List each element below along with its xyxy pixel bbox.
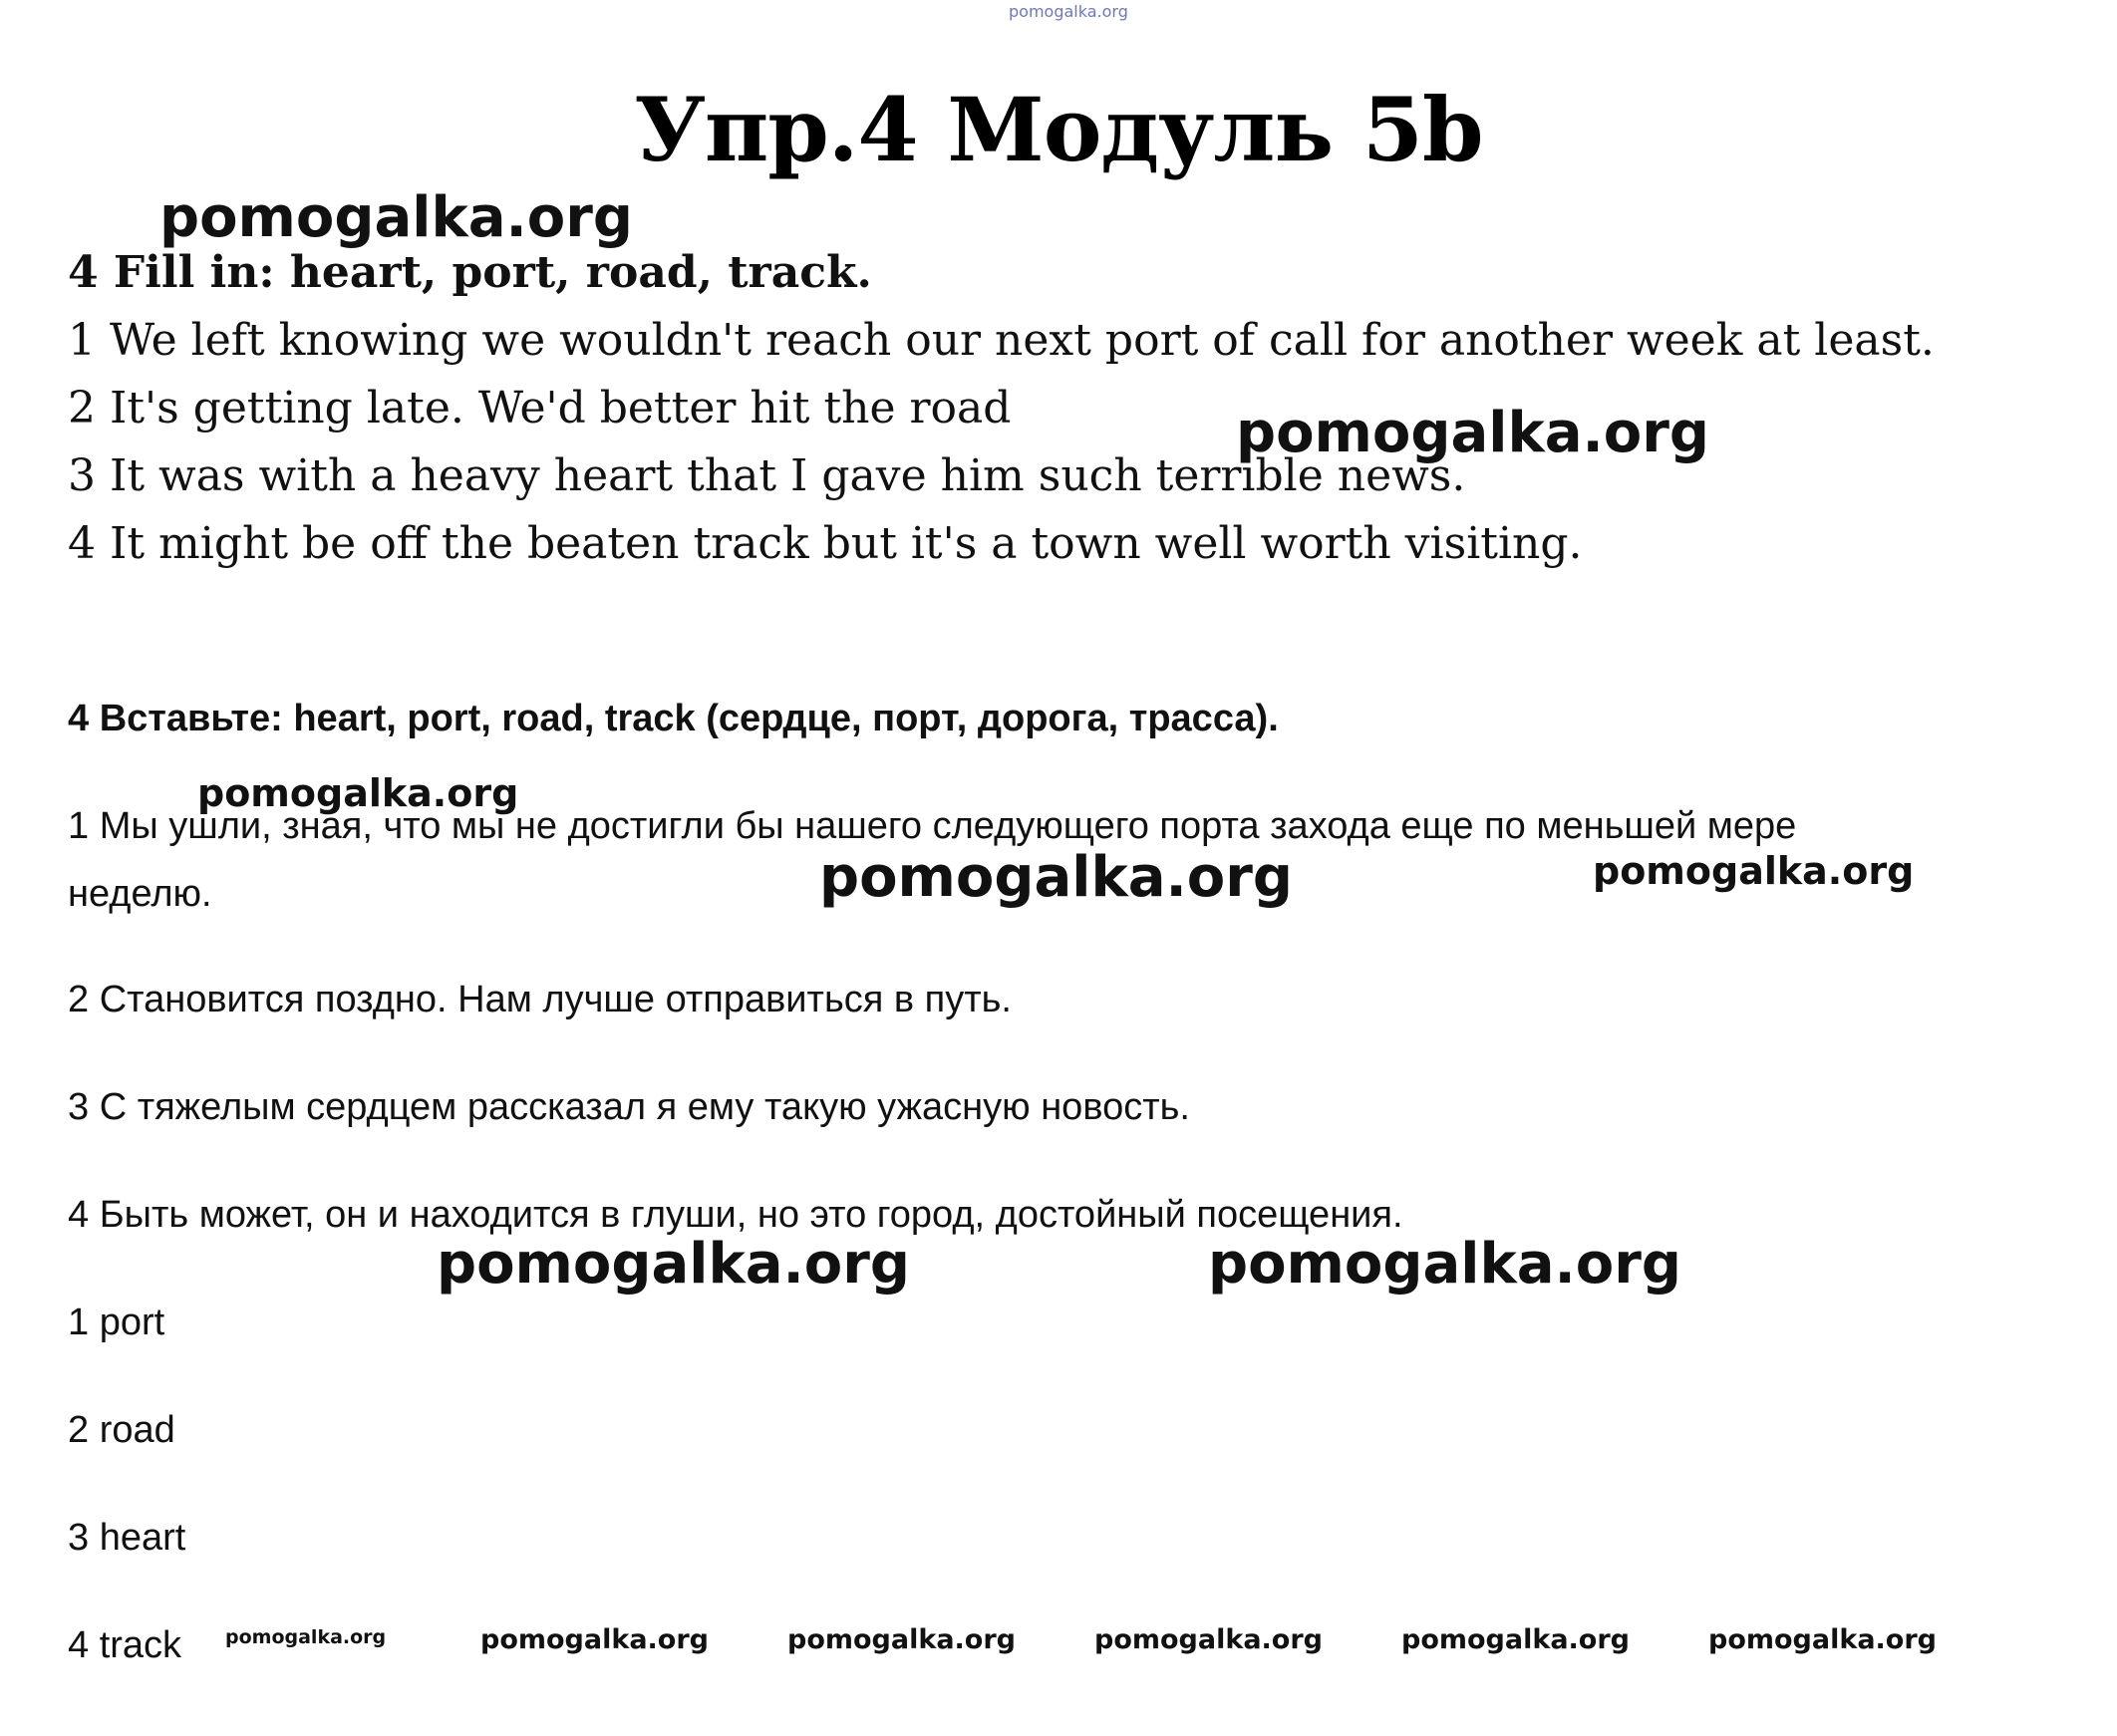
- footer-watermark: pomogalka.org: [1401, 1624, 1630, 1655]
- page-title: Упр.4 Модуль 5b: [634, 78, 1483, 181]
- english-line-3: 3 It was with a heavy heart that I gave him such terrible news.: [68, 450, 1466, 501]
- english-line-1: 1 We left knowing we wouldn't reach our next port of call for another week at least.: [68, 315, 1935, 366]
- watermark: pomogalka.org: [1208, 1232, 1681, 1297]
- russian-line-1-cont: неделю.: [68, 873, 212, 915]
- top-watermark: pomogalka.org: [1009, 2, 1128, 21]
- watermark: pomogalka.org: [159, 185, 633, 250]
- answer-3: 3 heart: [68, 1517, 186, 1559]
- answer-2: 2 road: [68, 1409, 175, 1451]
- watermark: pomogalka.org: [1236, 401, 1709, 465]
- russian-heading: 4 Вставьте: heart, port, road, track (сердце, порт, дорога, трасса).: [68, 698, 1279, 739]
- russian-line-4: 4 Быть может, он и находится в глуши, но это город, достойный посещения.: [68, 1194, 1403, 1236]
- footer-watermark: pomogalka.org: [480, 1624, 709, 1655]
- english-line-4: 4 It might be off the beaten track but it's a town well worth visiting.: [68, 518, 1583, 569]
- answer-1: 1 port: [68, 1302, 165, 1343]
- russian-line-1: 1 Мы ушли, зная, что мы не достигли бы нашего следующего порта захода еще по меньшей мере: [68, 805, 1797, 847]
- english-line-2: 2 It's getting late. We'd better hit the road: [68, 383, 1012, 434]
- english-heading: 4 Fill in: heart, port, road, track.: [68, 247, 872, 298]
- watermark: pomogalka.org: [437, 1232, 910, 1297]
- footer-watermark: pomogalka.org: [1094, 1624, 1323, 1655]
- footer-watermark: pomogalka.org: [225, 1626, 387, 1648]
- russian-line-2: 2 Становится поздно. Нам лучше отправиться в путь.: [68, 979, 1012, 1020]
- watermark: pomogalka.org: [819, 845, 1293, 910]
- answer-4: 4 track: [68, 1624, 182, 1666]
- watermark: pomogalka.org: [1593, 849, 1915, 893]
- watermark: pomogalka.org: [197, 771, 519, 815]
- footer-watermark: pomogalka.org: [1708, 1624, 1937, 1655]
- russian-line-3: 3 С тяжелым сердцем рассказал я ему такую ужасную новость.: [68, 1086, 1190, 1128]
- footer-watermark: pomogalka.org: [787, 1624, 1016, 1655]
